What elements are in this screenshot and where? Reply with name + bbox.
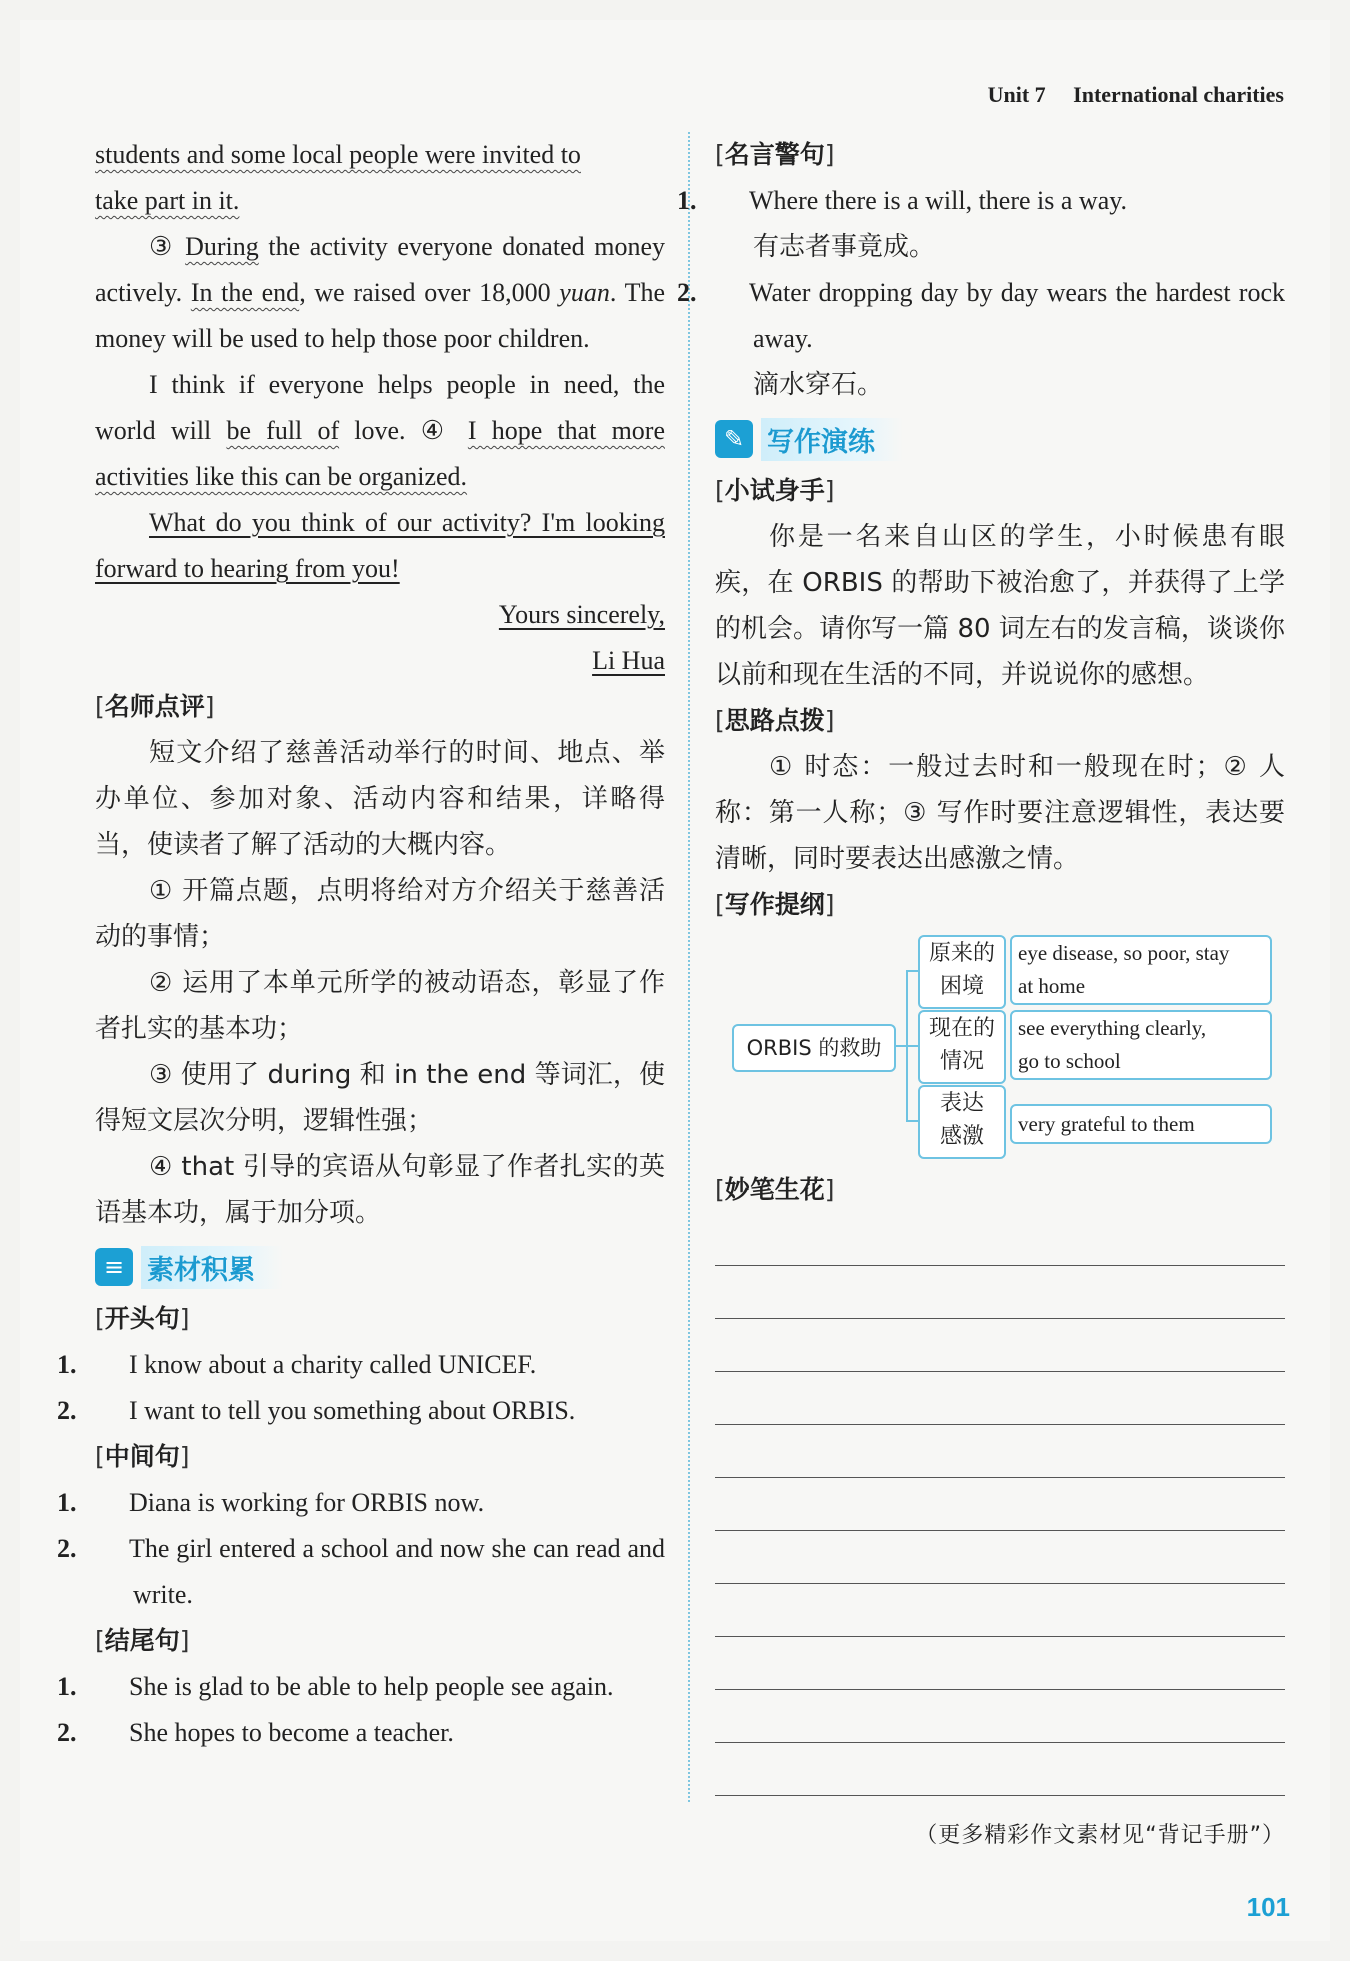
letter-closing: Yours sincerely, xyxy=(498,600,665,629)
outline-branch-gratitude: 表达 感激 xyxy=(918,1085,1006,1159)
quote-translation: 有志者事竟成。 xyxy=(753,232,936,262)
middle-tag: [中间句] xyxy=(95,1442,190,1471)
writing-line[interactable] xyxy=(715,1531,1285,1584)
section-banner-materials: ≡ 素材积累 xyxy=(95,1244,665,1290)
footnote: （更多精彩作文素材见“背记手册”） xyxy=(915,1823,1285,1848)
running-header xyxy=(988,82,1284,108)
quote-tag: [名言警句] xyxy=(715,140,835,169)
writing-line[interactable] xyxy=(715,1690,1285,1743)
quote-item: 1. Where there is a will, there is a way. xyxy=(677,186,1128,215)
writing-tips: ① 时态：一般过去时和一般现在时；② 人称：第一人称；③ 写作时要注意逻辑性，表达要清晰，同时要表达出感激之情。 xyxy=(715,752,1285,874)
outline-root: ORBIS 的救助 xyxy=(732,1024,896,1072)
outline-branch-present: 现在的 情况 xyxy=(918,1010,1006,1084)
left-column xyxy=(57,132,666,1756)
writing-line[interactable] xyxy=(715,1319,1285,1372)
outline-detail-present: see everything clearly, go to school xyxy=(1010,1010,1272,1080)
letter-paragraph-activity: ③ During the activity everyone donated money actively. In the end, we raised over 18,000 yuan. The money will be used to help those poor children. xyxy=(95,232,666,353)
connector xyxy=(906,1045,918,1047)
tips-tag: [思路点拨] xyxy=(715,706,835,735)
quote-item: 2. Water dropping day by day wears the hardest rock away. xyxy=(677,278,1285,353)
review-point-2: ② 运用了本单元所学的被动语态，彰显了作者扎实的基本功； xyxy=(95,968,665,1044)
letter-signature: Li Hua xyxy=(592,646,665,675)
review-point-3: ③ 使用了 during 和 in the end 等词汇，使得短文层次分明，逻辑性强； xyxy=(95,1060,665,1136)
writing-line[interactable] xyxy=(715,1372,1285,1425)
list-item: 1. Diana is working for ORBIS now. xyxy=(57,1488,485,1517)
pen-icon: ✎ xyxy=(715,420,753,458)
outline-branch-past: 原来的 困境 xyxy=(918,935,1006,1009)
write-tag: [妙笔生花] xyxy=(715,1175,835,1204)
book-icon: ≡ xyxy=(95,1248,133,1286)
writing-line[interactable] xyxy=(715,1478,1285,1531)
section-banner-writing: ✎ 写作演练 xyxy=(715,416,1285,462)
writing-area[interactable] xyxy=(715,1213,1285,1796)
list-item: 1. She is glad to be able to help people see again. xyxy=(57,1672,614,1701)
writing-line[interactable] xyxy=(715,1743,1285,1796)
outline-tag: [写作提纲] xyxy=(715,890,835,919)
letter-paragraph-close: What do you think of our activity? I'm looking forward to hearing from you! xyxy=(95,508,665,583)
writing-outline-diagram xyxy=(715,932,1285,1167)
writing-line[interactable] xyxy=(715,1637,1285,1690)
unit-title: International charities xyxy=(1073,82,1284,107)
ending-tag: [结尾句] xyxy=(95,1626,190,1655)
list-item: 2. I want to tell you something about ORBIS. xyxy=(57,1396,576,1425)
writing-line[interactable] xyxy=(715,1266,1285,1319)
outline-detail-past: eye disease, so poor, stay at home xyxy=(1010,935,1272,1005)
review-point-1: ① 开篇点题，点明将给对方介绍关于慈善活动的事情； xyxy=(95,876,665,952)
letter-continuation: students and some local people were invited to take part in it. xyxy=(95,140,581,215)
right-column xyxy=(677,132,1285,1849)
try-tag: [小试身手] xyxy=(715,476,835,505)
opening-tag: [开头句] xyxy=(95,1304,190,1333)
page-number: 101 xyxy=(1246,1892,1290,1922)
review-summary: 短文介绍了慈善活动举行的时间、地点、举办单位、参加对象、活动内容和结果，详略得当，使读者了解了活动的大概内容。 xyxy=(95,738,665,860)
list-item: 2. She hopes to become a teacher. xyxy=(57,1718,454,1747)
quote-translation: 滴水穿石。 xyxy=(753,370,884,400)
writing-line[interactable] xyxy=(715,1213,1285,1266)
writing-task: 你是一名来自山区的学生，小时候患有眼疾，在 ORBIS 的帮助下被治愈了，并获得了上学的机会。请你写一篇 80 词左右的发言稿，谈谈你以前和现在生活的不同，并说说你的感想。 xyxy=(715,522,1285,690)
review-tag: [名师点评] xyxy=(95,692,215,721)
list-item: 1. I know about a charity called UNICEF. xyxy=(57,1350,537,1379)
letter-paragraph-hope: I think if everyone helps people in need, the world will be full of love. ④ I hope that more activities like this can be organized. xyxy=(95,370,665,491)
connector xyxy=(906,970,918,972)
outline-detail-gratitude: very grateful to them xyxy=(1010,1104,1272,1144)
review-point-4: ④ that 引导的宾语从句彰显了作者扎实的英语基本功，属于加分项。 xyxy=(95,1152,665,1228)
column-divider xyxy=(688,132,690,1802)
connector xyxy=(906,1120,918,1122)
writing-line[interactable] xyxy=(715,1425,1285,1478)
writing-line[interactable] xyxy=(715,1584,1285,1637)
list-item: 2. The girl entered a school and now she can read and write. xyxy=(57,1534,665,1609)
unit-label: Unit 7 xyxy=(987,82,1046,107)
